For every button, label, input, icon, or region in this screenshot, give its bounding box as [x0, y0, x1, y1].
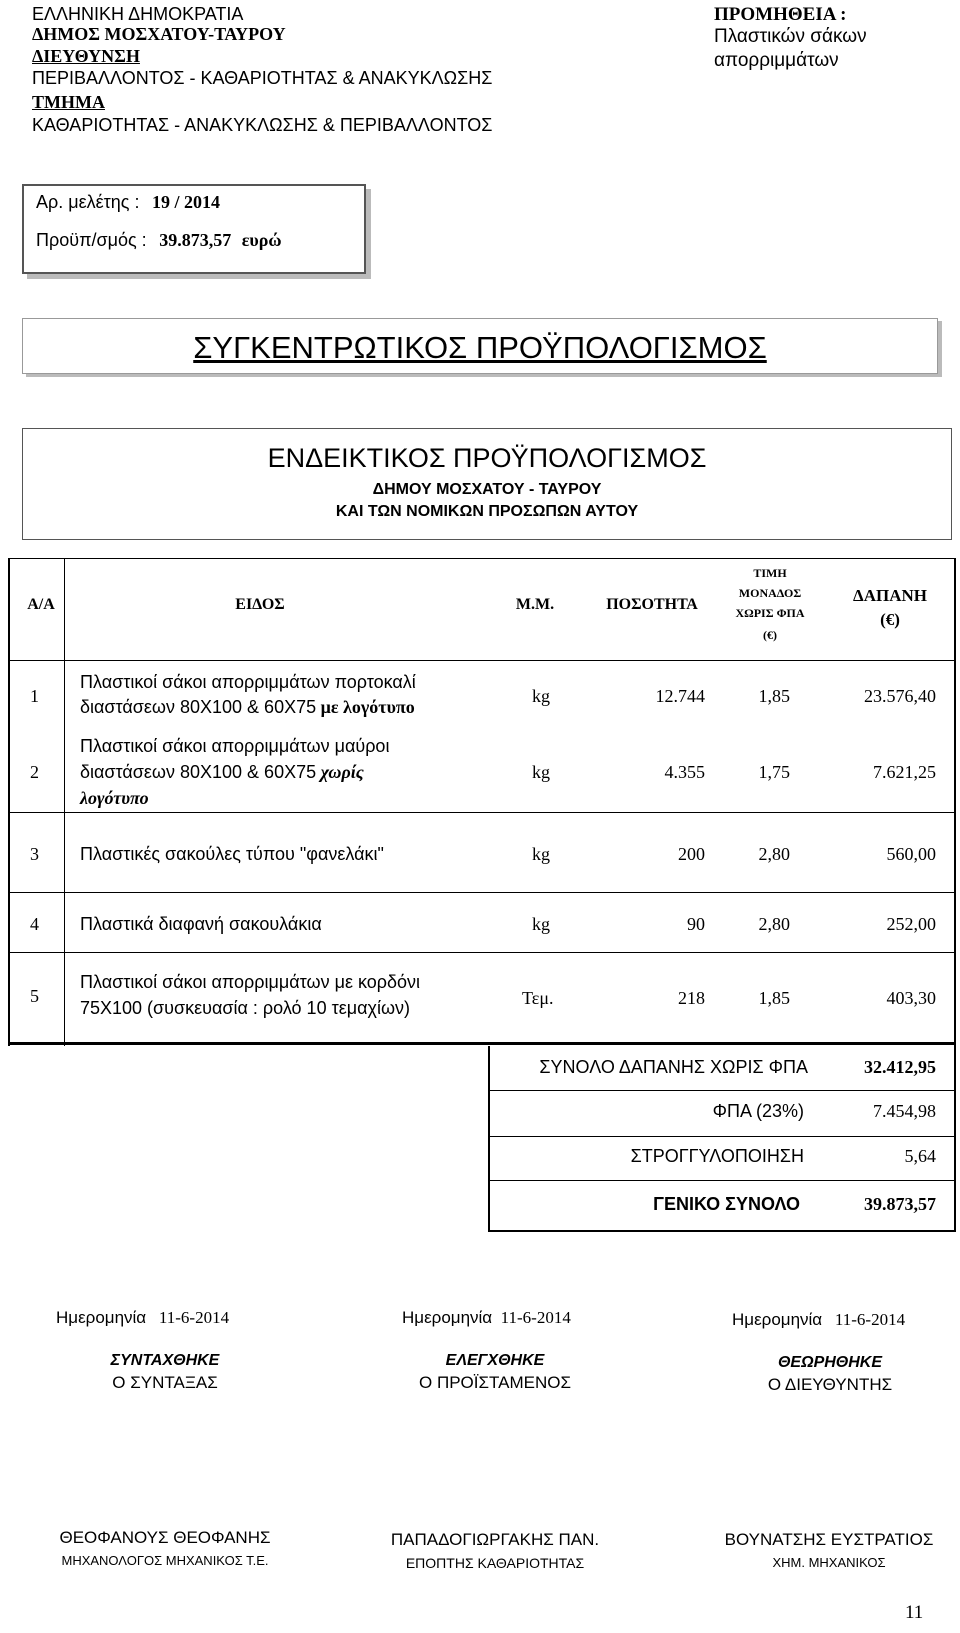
main-title-box: [22, 318, 938, 374]
row-4-price: 2,80: [758, 914, 790, 934]
indicative-line-1: ΔΗΜΟΥ ΜΟΣΧΑΤΟΥ - ΤΑΥΡΟΥ: [372, 481, 602, 498]
row-2-unit: kg: [532, 762, 550, 782]
row-1-cost: 23.576,40: [864, 686, 936, 706]
header-country: ΕΛΛΗΝΙΚΗ ΔΗΜΟΚΡΑΤΙΑ: [32, 4, 244, 24]
sig-1-date-value: 11-6-2014: [158, 1308, 230, 1327]
row-1-desc-bold: με λογότυπο: [320, 697, 415, 717]
row-3-aa: 3: [30, 844, 39, 864]
row-2-desc-2: [80, 762, 364, 783]
row-5-aa: 5: [30, 986, 39, 1006]
col-header-cost-2: (€): [880, 610, 900, 629]
row-1-price: 1,85: [758, 686, 790, 706]
row-5-desc-2: 75Χ100 (συσκευασία : ρολό 10 τεμαχίων): [80, 998, 410, 1018]
row-1-unit: kg: [532, 686, 550, 706]
row-1-aa: 1: [30, 686, 39, 706]
header-department-label: ΤΜΗΜΑ: [32, 92, 105, 112]
indicative-line-2: ΚΑΙ ΤΩΝ ΝΟΜΙΚΩΝ ΠΡΟΣΩΠΩΝ ΑΥΤΟΥ: [335, 503, 639, 520]
row-2-cost: 7.621,25: [873, 762, 936, 782]
row-3-qty: 200: [678, 844, 705, 864]
sig-1-title: ΜΗΧΑΝΟΛΟΓΟΣ ΜΗΧΑΝΙΚΟΣ Τ.Ε.: [61, 1553, 269, 1568]
indicative-title: ΕΝΔΕΙΚΤΙΚΟΣ ΠΡΟΫΠΟΛΟΓΙΣΜΟΣ: [267, 443, 707, 473]
header-department: ΚΑΘΑΡΙΟΤΗΤΑΣ - ΑΝΑΚΥΚΛΩΣΗΣ & ΠΕΡΙΒΑΛΛΟΝΤΟΣ: [32, 115, 493, 135]
main-title: ΣΥΓΚΕΝΤΡΩΤΙΚΟΣ ΠΡΟΫΠΟΛΟΓΙΣΜΟΣ: [193, 330, 767, 365]
row-4-aa: 4: [30, 914, 39, 934]
sig-3-date-label: Ημερομηνία: [732, 1310, 823, 1329]
row-1-qty: 12.744: [655, 686, 705, 706]
sig-1-date: [56, 1308, 229, 1328]
vat-label: ΦΠΑ (23%): [712, 1101, 804, 1121]
budget-label: Προϋπ/σμός :: [36, 230, 147, 250]
row-5-cost: 403,30: [886, 988, 936, 1008]
sig-2-title: ΕΠΟΠΤΗΣ ΚΑΘΑΡΙΟΤΗΤΑΣ: [405, 1555, 585, 1571]
col-header-qty: ΠΟΣΟΤΗΤΑ: [606, 596, 698, 613]
row-1-desc-2: [80, 697, 415, 718]
row-3-price: 2,80: [758, 844, 790, 864]
study-number-label: Αρ. μελέτης :: [36, 192, 140, 212]
sig-1-role: Ο ΣΥΝΤΑΞΑΣ: [112, 1373, 218, 1392]
sig-3-status: ΘΕΩΡΗΘΗΚΕ: [777, 1354, 883, 1371]
row-3-cost: 560,00: [886, 844, 936, 864]
sig-2-date-value: 11-6-2014: [500, 1308, 571, 1327]
sig-2-name: ΠΑΠΑΔΟΓΙΩΡΓΑΚΗΣ ΠΑΝ.: [390, 1530, 600, 1549]
row-2-price: 1,75: [758, 762, 790, 782]
sig-3-title: ΧΗΜ. ΜΗΧΑΝΙΚΟΣ: [772, 1555, 886, 1570]
grand-total-label: ΓΕΝΙΚΟ ΣΥΝΟΛΟ: [653, 1194, 800, 1214]
row-2-qty: 4.355: [664, 762, 705, 782]
page-number: 11: [905, 1602, 924, 1623]
col-header-aa: Α/Α: [27, 596, 55, 613]
sig-2-date: [402, 1308, 571, 1328]
sig-1-status: ΣΥΝΤΑΧΘΗΚΕ: [110, 1352, 220, 1369]
sig-1-date-label: Ημερομηνία: [56, 1308, 147, 1327]
subtotal-value: 32.412,95: [864, 1057, 936, 1077]
row-4-desc: Πλαστικά διαφανή σακουλάκια: [80, 914, 322, 934]
row-1-desc-2-text: διαστάσεων 80Χ100 & 60Χ75: [80, 697, 317, 717]
row-4-cost: 252,00: [886, 914, 936, 934]
row-2-desc-3: λογότυπο: [80, 788, 149, 808]
sig-3-name: ΒΟΥΝΑΤΣΗΣ ΕΥΣΤΡΑΤΙΟΣ: [724, 1530, 934, 1549]
supply-label: ΠΡΟΜΗΘΕΙΑ :: [714, 4, 847, 25]
col-header-price-2: ΜΟΝΑΔΟΣ: [738, 586, 802, 600]
row-2-desc-2-text: διαστάσεων 80Χ100 & 60Χ75: [80, 762, 317, 782]
row-5-qty: 218: [678, 988, 705, 1008]
row-5-price: 1,85: [758, 988, 790, 1008]
row-2-desc-bold: χωρίς: [320, 762, 364, 782]
row-4-unit: kg: [532, 914, 550, 934]
indicative-budget-box: [22, 428, 952, 540]
supply-line-1: Πλαστικών σάκων: [714, 26, 867, 47]
subtotal-label: ΣΥΝΟΛΟ ΔΑΠΑΝΗΣ ΧΩΡΙΣ ΦΠΑ: [539, 1057, 808, 1077]
row-1-desc-1: Πλαστικοί σάκοι απορριμμάτων πορτοκαλί: [80, 672, 416, 692]
col-header-unit: Μ.Μ.: [515, 596, 555, 613]
budget-value: 39.873,57: [159, 230, 232, 250]
col-header-price-3: ΧΩΡΙΣ ΦΠΑ: [735, 606, 805, 620]
rounding-label: ΣΤΡΟΓΓΥΛΟΠΟΙΗΣΗ: [630, 1146, 804, 1166]
study-number-value: 19 / 2014: [151, 192, 220, 212]
sig-2-role: Ο ΠΡΟΪΣΤΑΜΕΝΟΣ: [419, 1373, 571, 1392]
sig-3-date-value: 11-6-2014: [834, 1310, 906, 1329]
header-directorate: ΠΕΡΙΒΑΛΛΟΝΤΟΣ - ΚΑΘΑΡΙΟΤΗΤΑΣ & ΑΝΑΚΥΚΛΩΣΗΣ: [32, 68, 493, 88]
header-municipality: ΔΗΜΟΣ ΜΟΣΧΑΤΟΥ-ΤΑΥΡΟΥ: [32, 24, 286, 44]
rounding-value: 5,64: [904, 1146, 936, 1166]
sig-3-role: Ο ΔΙΕΥΘΥΝΤΗΣ: [767, 1375, 893, 1394]
col-header-price-4: (€): [763, 628, 777, 642]
sig-2-date-label: Ημερομηνία: [402, 1308, 493, 1327]
sig-3-date: [732, 1310, 905, 1330]
budget-unit: ευρώ: [241, 230, 282, 250]
vat-value: 7.454,98: [873, 1101, 936, 1121]
study-info-box: [22, 184, 366, 274]
row-5-unit: Τεμ.: [522, 988, 554, 1008]
col-header-price-1: ΤΙΜΗ: [753, 566, 787, 580]
row-3-desc: Πλαστικές σακούλες τύπου "φανελάκι": [80, 844, 384, 864]
sig-2-status: ΕΛΕΓΧΘΗΚΕ: [445, 1352, 545, 1369]
col-header-item: ΕΙΔΟΣ: [235, 596, 285, 613]
row-2-desc-1: Πλαστικοί σάκοι απορριμμάτων μαύροι: [80, 736, 390, 756]
row-5-desc-1: Πλαστικοί σάκοι απορριμμάτων με κορδόνι: [80, 972, 421, 992]
grand-total-value: 39.873,57: [864, 1194, 936, 1214]
sig-1-name: ΘΕΟΦΑΝΟΥΣ ΘΕΟΦΑΝΗΣ: [59, 1528, 271, 1547]
header-directorate-label: ΔΙΕΥΘΥΝΣΗ: [32, 46, 140, 66]
supply-line-2: απορριμμάτων: [714, 50, 839, 71]
row-2-aa: 2: [30, 762, 39, 782]
col-header-cost-1: ΔΑΠΑΝΗ: [853, 586, 927, 605]
row-4-qty: 90: [687, 914, 705, 934]
row-3-unit: kg: [532, 844, 550, 864]
